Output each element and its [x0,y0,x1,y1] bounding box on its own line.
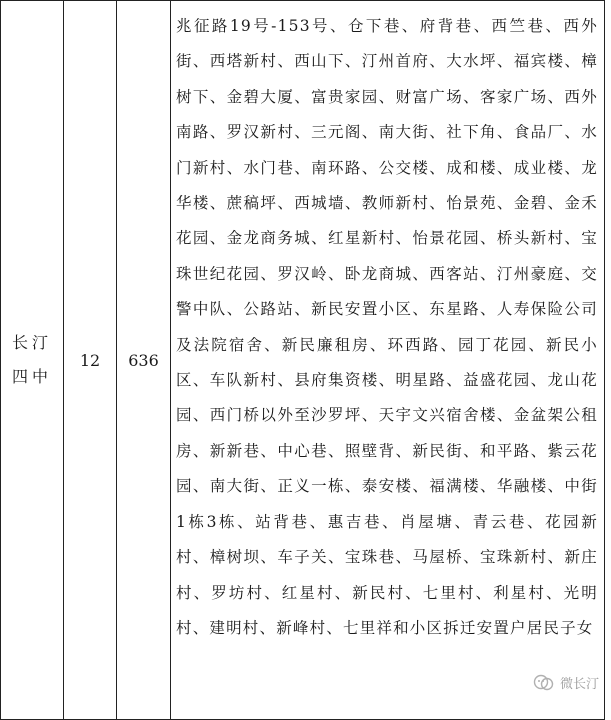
student-count-cell: 636 [117,1,171,720]
watermark [531,672,601,693]
school-name-line-1: 长汀 [11,333,52,352]
school-name-cell [1,1,64,720]
enrollment-area-cell: 兆征路19号-153号、仓下巷、府背巷、西竺巷、西外街、西塔新村、西山下、汀州首府、大水坪、福宾楼、樟树下、金碧大厦、富贵家园、财富广场、客家广场、西外南路、罗汉新村、三元阁、南大街、社下角、食品厂、水门新村、水门巷、南环路、公交楼、成和楼、成业楼、龙华楼、蔗稿坪、西城墙、教师新村、怡景苑、金碧、金禾花园、金龙商务城、红星新村、怡景花园、桥头新村、宝珠世纪花园、罗汉岭、卧龙商城、西客站、汀州豪庭、交警中队、公路站、新民安置小区、东星路、人寿保险公司及法院宿舍、新民廉租房、环西路、园丁花园、新民小区、车队新村、县府集资楼、明星路、益盛花园、龙山花园、西门桥以外至沙罗坪、天宇文兴宿舍楼、金盆架公租房、新新巷、中心巷、照壁背、新民街、和平路、紫云花园、南大街、正义一栋、泰安楼、福满楼、华融楼、中街1栋3栋、站背巷、惠吉巷、肖屋塘、青云巷、花园新村、樟树坝、车子关、宝珠巷、马屋桥、宝珠新村、新庄村、罗坊村、红星村、新民村、七里村、利星村、光明村、建明村、新峰村、七里祥和小区拆迁安置户居民子女 [171,1,605,720]
watermark-text: 微长汀 [559,677,599,692]
class-count-cell: 12 [64,1,117,720]
table-row [1,1,605,720]
wechat-channel-icon [533,674,555,692]
school-name-line-2: 四中 [11,367,52,386]
